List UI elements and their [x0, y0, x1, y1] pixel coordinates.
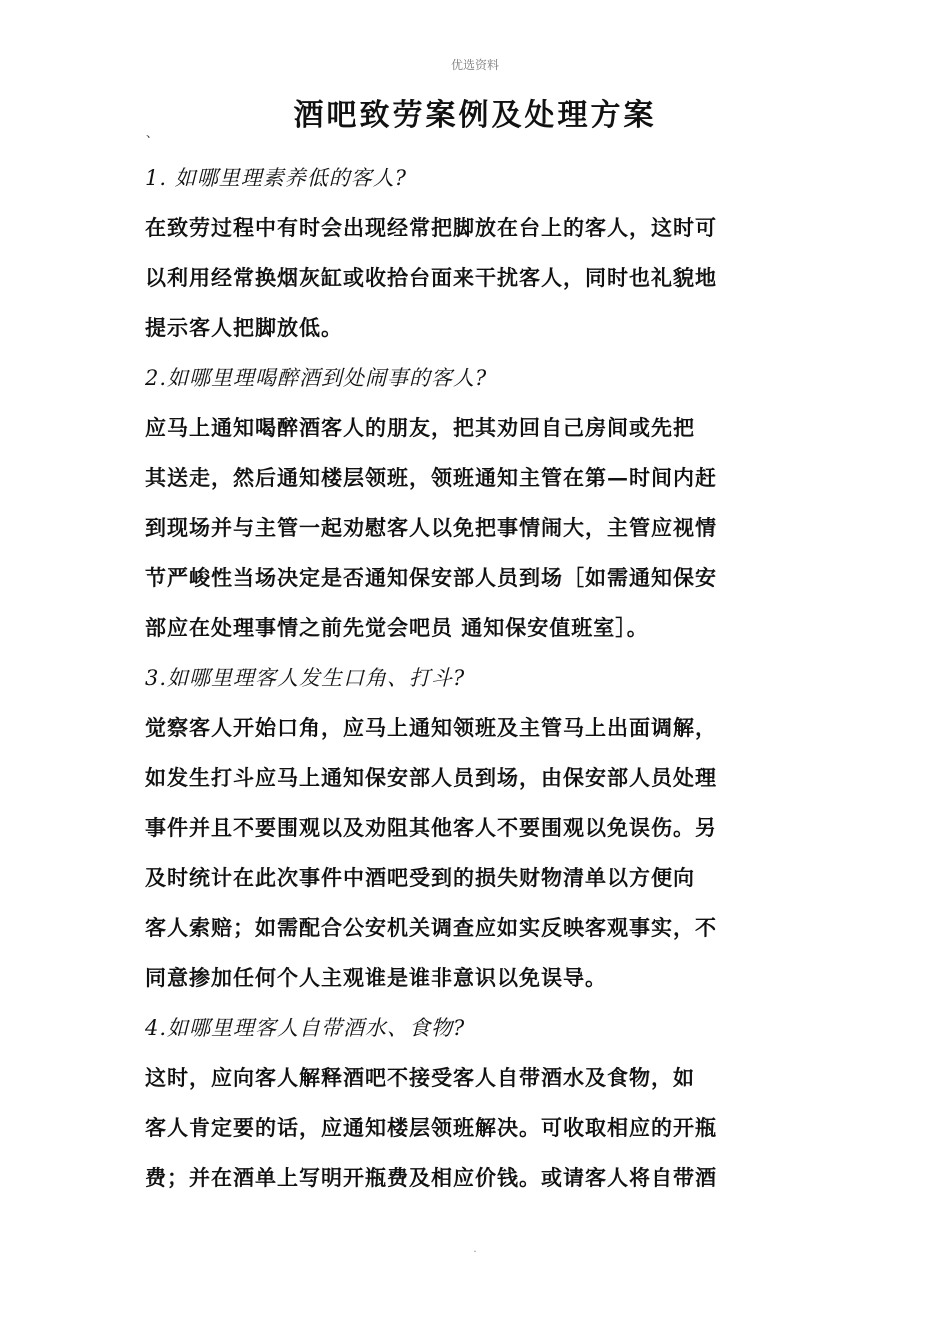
page-header: 优选资料	[450, 58, 499, 72]
body-line: 节严峻性当场决定是否通知保安部人员到场［如需通知保安	[145, 565, 717, 590]
body-line: 以利用经常换烟灰缸或收拾台面来干扰客人，同时也礼貌地	[145, 265, 717, 290]
body-line: 客人索赔；如需配合公安机关调查应如实反映客观事实，不	[145, 915, 717, 940]
body-line: 费；并在酒单上写明开瓶费及相应价钱。或请客人将自带酒	[145, 1165, 717, 1190]
body-line: 同意掺加任何个人主观谁是谁非意识以免误导。	[145, 965, 607, 990]
body-line: 这时，应向客人解释酒吧不接受客人自带酒水及食物，如	[145, 1065, 695, 1090]
body-line: 客人肯定要的话，应通知楼层领班解决。可收取相应的开瓶	[145, 1115, 717, 1140]
question-heading-4: 4.如哪里理客人自带酒水、食物?	[145, 1016, 466, 1040]
stray-mark: 、	[146, 126, 159, 140]
body-line: 其送走，然后通知楼层领班，领班通知主管在第—时间内赶	[145, 465, 717, 490]
body-line: 在致劳过程中有时会出现经常把脚放在台上的客人，这时可	[145, 215, 717, 240]
document-body	[145, 153, 810, 1203]
question-heading-1: 1. 如哪里理素养低的客人?	[145, 166, 407, 190]
body-line: 觉察客人开始口角，应马上通知领班及主管马上出面调解，	[145, 715, 717, 740]
body-line: 到现场并与主管一起劝慰客人以免把事情闹大，主管应视情	[145, 515, 717, 540]
body-line: 应马上通知喝醉酒客人的朋友，把其劝回自己房间或先把	[145, 415, 695, 440]
question-heading-3: 3.如哪里理客人发生口角、打斗?	[145, 666, 466, 690]
body-line: 事件并且不要围观以及劝阻其他客人不要围观以免误伤。另	[145, 815, 717, 840]
body-line: 提示客人把脚放低。	[145, 315, 343, 340]
body-line: 及时统计在此次事件中酒吧受到的损失财物清单以方便向	[145, 865, 695, 890]
document-title: 酒吧致劳案例及处理方案	[293, 98, 657, 133]
page-footer-mark: .	[473, 1244, 477, 1255]
question-heading-2: 2.如哪里理喝醉酒到处闹事的客人?	[145, 366, 488, 390]
body-line: 如发生打斗应马上通知保安部人员到场，由保安部人员处理	[145, 765, 717, 790]
body-line: 部应在处理事情之前先觉会吧员 通知保安值班室］。	[145, 615, 649, 640]
